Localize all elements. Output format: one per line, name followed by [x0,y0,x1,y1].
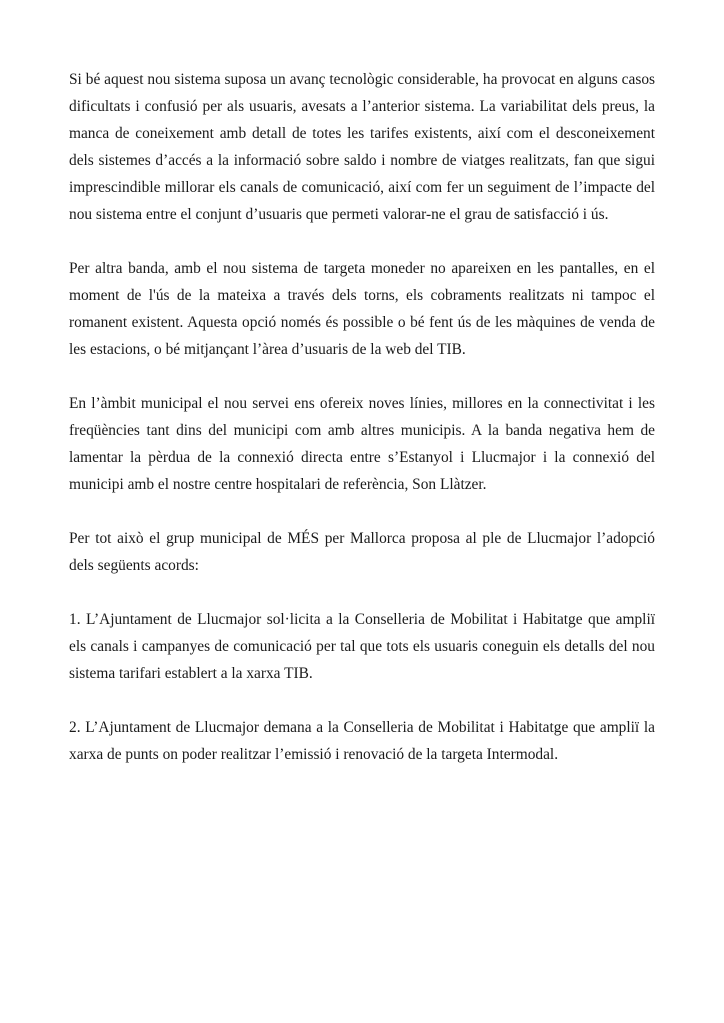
agreement-item-2: 2. L’Ajuntament de Llucmajor demana a la Conselleria de Mobilitat i Habitatge que ampliï la xarxa de punts on poder realitzar l’emissió i renovació de la targeta Intermodal. [69,719,655,763]
document-page [69,66,655,795]
paragraph-municipal: En l’àmbit municipal el nou servei ens ofereix noves línies, millores en la connectivitat i les freqüències tant dins del municipi com amb altres municipis. A la banda negativa hem de lamentar la pèrdua de la connexió directa entre s’Estanyol i Llucmajor i la connexió del municipi amb el nostre centre hospitalari de referència, Son Llàtzer. [69,395,655,493]
paragraph-card-issue: Per altra banda, amb el nou sistema de targeta moneder no apareixen en les pantalles, en el moment de l'ús de la mateixa a través dels torns, els cobraments realitzats ni tampoc el romanent existent. Aquesta opció només és possible o bé fent ús de les màquines de venda de les estacions, o bé mitjançant l’àrea d’usuaris de la web del TIB. [69,260,655,358]
agreement-item-1: 1. L’Ajuntament de Llucmajor sol·licita a la Conselleria de Mobilitat i Habitatge que ampliï els canals i campanyes de comunicació per tal que tots els usuaris coneguin els detalls del nou sistema tarifari establert a la xarxa TIB. [69,611,655,682]
paragraph-proposal-intro: Per tot això el grup municipal de MÉS per Mallorca proposa al ple de Llucmajor l’adopció dels següents acords: [69,530,655,574]
paragraph-context: Si bé aquest nou sistema suposa un avanç tecnològic considerable, ha provocat en alguns casos dificultats i confusió per als usuaris, avesats a l’anterior sistema. La variabilitat dels preus, la manca de coneixement amb detall de totes les tarifes existents, així com el desconeixement dels sistemes d’accés a la informació sobre saldo i nombre de viatges realitzats, fan que sigui imprescindible millorar els canals de comunicació, així com fer un seguiment de l’impacte del nou sistema entre el conjunt d’usuaris que permeti valorar-ne el grau de satisfacció i ús. [69,71,655,223]
